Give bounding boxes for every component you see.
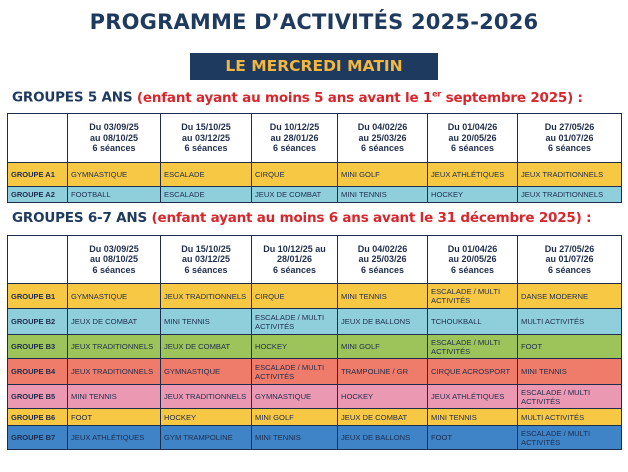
activity-cell: MINI TENNIS bbox=[252, 426, 338, 450]
period-line: 6 séances bbox=[92, 143, 136, 154]
group-label: GROUPE B6 bbox=[8, 409, 68, 426]
period-header bbox=[428, 114, 518, 163]
group-label: GROUPE B3 bbox=[8, 335, 68, 359]
table-row bbox=[8, 284, 622, 309]
period-line: au 20/05/26 bbox=[448, 132, 497, 143]
activity-cell: HOCKEY bbox=[161, 409, 252, 426]
period-line: au 03/12/25 bbox=[181, 254, 231, 265]
period-line: au 20/05/26 bbox=[448, 254, 497, 265]
group-label: GROUPE B7 bbox=[8, 426, 68, 450]
activity-cell: GYM TRAMPOLINE bbox=[161, 426, 252, 450]
activity-cell: HOCKEY bbox=[252, 335, 338, 359]
activity-cell: FOOTBALL bbox=[68, 187, 161, 203]
activity-cell: ESCALADE / MULTI ACTIVITÉS bbox=[518, 385, 622, 409]
activity-cell: JEUX DE COMBAT bbox=[338, 409, 428, 426]
period-header bbox=[518, 236, 622, 284]
activity-cell: ESCALADE bbox=[161, 163, 252, 187]
period-line: au 08/10/25 bbox=[89, 254, 139, 265]
period-line: Du 10/12/25 au bbox=[263, 243, 326, 254]
activity-cell: MINI TENNIS bbox=[428, 409, 518, 426]
activity-cell: JEUX ATHLÉTIQUES bbox=[428, 163, 518, 187]
activity-cell: JEUX ATHLÉTIQUES bbox=[68, 426, 161, 450]
period-line: 6 séances bbox=[450, 143, 495, 154]
table-row bbox=[8, 359, 622, 385]
group-label: GROUPE A1 bbox=[8, 163, 68, 187]
period-line: 6 séances bbox=[272, 264, 317, 275]
period-header bbox=[161, 114, 252, 163]
activity-cell: GYMNASTIQUE bbox=[68, 284, 161, 309]
period-line: au 25/03/26 bbox=[358, 132, 407, 143]
activity-cell: JEUX DE COMBAT bbox=[252, 187, 338, 203]
table-row bbox=[8, 309, 622, 335]
activity-cell: JEUX TRADITIONNELS bbox=[68, 359, 161, 385]
activity-cell: JEUX DE COMBAT bbox=[161, 335, 252, 359]
section-5-ans-label: GROUPES 5 ANS bbox=[12, 89, 133, 106]
period-line: 6 séances bbox=[184, 264, 228, 275]
period-line: au 03/12/25 bbox=[181, 132, 231, 143]
period-line: Du 10/12/25 bbox=[269, 122, 320, 133]
activity-cell: CIRQUE ACROSPORT bbox=[428, 359, 518, 385]
activity-cell: MULTI ACTIVITÉS bbox=[518, 409, 622, 426]
period-header bbox=[68, 236, 161, 284]
section-6-7-ans-heading bbox=[12, 210, 591, 226]
activity-cell: JEUX TRADITIONNELS bbox=[518, 163, 622, 187]
period-line: 6 séances bbox=[547, 264, 592, 275]
period-line: 6 séances bbox=[272, 143, 317, 154]
period-header bbox=[68, 114, 161, 163]
activity-cell: ESCALADE / MULTI ACTIVITÉS bbox=[252, 309, 338, 335]
period-header bbox=[338, 114, 428, 163]
table-row bbox=[8, 385, 622, 409]
period-line: 6 séances bbox=[184, 143, 228, 154]
activity-cell: FOOT bbox=[518, 335, 622, 359]
period-line: 6 séances bbox=[360, 264, 405, 275]
period-line: Du 01/04/26 bbox=[447, 122, 498, 133]
group-label: GROUPE B5 bbox=[8, 385, 68, 409]
group-label: GROUPE B2 bbox=[8, 309, 68, 335]
activity-cell: TCHOUKBALL bbox=[428, 309, 518, 335]
group-label: GROUPE A2 bbox=[8, 187, 68, 203]
activity-cell: ESCALADE / MULTI ACTIVITÉS bbox=[428, 284, 518, 309]
period-line: au 01/07/26 bbox=[545, 254, 594, 265]
condition-text-end: septembre 2025) : bbox=[441, 89, 583, 106]
period-line: Du 15/10/25 bbox=[181, 243, 231, 254]
period-line: au 01/07/26 bbox=[545, 132, 594, 143]
activity-cell: JEUX TRADITIONNELS bbox=[161, 385, 252, 409]
activity-cell: ESCALADE / MULTI ACTIVITÉS bbox=[428, 335, 518, 359]
activity-cell: JEUX TRADITIONNELS bbox=[161, 284, 252, 309]
activity-cell: JEUX TRADITIONNELS bbox=[68, 335, 161, 359]
subtitle-banner: LE MERCREDI MATIN bbox=[190, 53, 438, 80]
table-row bbox=[8, 426, 622, 450]
activity-cell: MINI GOLF bbox=[338, 163, 428, 187]
section-6-7-ans-condition: (enfant ayant au moins 6 ans avant le 31 décembre 2025) : bbox=[151, 210, 592, 226]
table-row bbox=[8, 187, 622, 203]
activity-cell: GYMNASTIQUE bbox=[252, 385, 338, 409]
section-5-ans-heading bbox=[12, 89, 583, 106]
section-5-ans-condition bbox=[137, 90, 583, 106]
period-line: Du 03/09/25 bbox=[89, 122, 139, 133]
period-line: Du 01/04/26 bbox=[447, 243, 498, 254]
activity-cell: MINI GOLF bbox=[252, 409, 338, 426]
activity-cell: GYMNASTIQUE bbox=[68, 163, 161, 187]
period-header bbox=[338, 236, 428, 284]
activity-cell: MINI TENNIS bbox=[68, 385, 161, 409]
activity-cell: TRAMPOLINE / GR bbox=[338, 359, 428, 385]
activity-cell: ESCALADE / MULTI ACTIVITÉS bbox=[518, 426, 622, 450]
activity-cell: JEUX DE BALLONS bbox=[338, 426, 428, 450]
header-corner-cell bbox=[8, 114, 68, 163]
table-groupes-5-ans bbox=[7, 113, 622, 203]
page-title: PROGRAMME D’ACTIVITÉS 2025-2026 bbox=[89, 10, 539, 34]
period-header bbox=[161, 236, 252, 284]
table-groupes-6-7-ans bbox=[7, 235, 622, 450]
period-line: 28/01/26 bbox=[276, 254, 313, 265]
activity-cell: GYMNASTIQUE bbox=[161, 359, 252, 385]
period-line: 6 séances bbox=[450, 264, 495, 275]
period-line: 6 séances bbox=[360, 143, 405, 154]
period-line: au 25/03/26 bbox=[358, 254, 407, 265]
activity-cell: MINI TENNIS bbox=[338, 187, 428, 203]
activity-cell: CIRQUE bbox=[252, 284, 338, 309]
activity-cell: MINI TENNIS bbox=[338, 284, 428, 309]
period-line: Du 15/10/25 bbox=[181, 122, 231, 133]
period-line: 6 séances bbox=[92, 264, 136, 275]
activity-cell: DANSE MODERNE bbox=[518, 284, 622, 309]
table-row bbox=[8, 409, 622, 426]
table-row bbox=[8, 163, 622, 187]
activity-cell: MULTI ACTIVITÉS bbox=[518, 309, 622, 335]
activity-cell: HOCKEY bbox=[428, 187, 518, 203]
condition-text: (enfant ayant au moins 5 ans avant le 1 bbox=[136, 89, 433, 106]
period-header bbox=[428, 236, 518, 284]
period-line: Du 27/05/26 bbox=[544, 122, 595, 133]
table-header-row bbox=[8, 236, 622, 284]
activity-cell: ESCALADE bbox=[161, 187, 252, 203]
period-line: Du 27/05/26 bbox=[544, 243, 595, 254]
header-corner-cell bbox=[8, 236, 68, 284]
activity-cell: CIRQUE bbox=[252, 163, 338, 187]
activity-cell: MINI TENNIS bbox=[161, 309, 252, 335]
activity-cell: MINI TENNIS bbox=[518, 359, 622, 385]
activity-cell: ESCALADE / MULTI ACTIVITÉS bbox=[252, 359, 338, 385]
section-6-7-ans-label: GROUPES 6-7 ANS bbox=[12, 210, 148, 226]
period-header bbox=[252, 114, 338, 163]
activity-cell: HOCKEY bbox=[338, 385, 428, 409]
activity-cell: JEUX DE BALLONS bbox=[338, 309, 428, 335]
activity-cell: FOOT bbox=[428, 426, 518, 450]
activity-cell: FOOT bbox=[68, 409, 161, 426]
period-line: Du 04/02/26 bbox=[357, 122, 408, 133]
period-line: Du 04/02/26 bbox=[357, 243, 408, 254]
table-header-row bbox=[8, 114, 622, 163]
period-header bbox=[252, 236, 338, 284]
period-line: au 08/10/25 bbox=[89, 132, 139, 143]
period-line: au 28/01/26 bbox=[270, 132, 319, 143]
period-line: Du 03/09/25 bbox=[89, 243, 139, 254]
table-row bbox=[8, 335, 622, 359]
activity-cell: JEUX ATHLÉTIQUES bbox=[428, 385, 518, 409]
condition-superscript: er bbox=[432, 89, 442, 98]
group-label: GROUPE B1 bbox=[8, 284, 68, 309]
group-label: GROUPE B4 bbox=[8, 359, 68, 385]
period-line: 6 séances bbox=[547, 143, 592, 154]
activity-cell: MINI GOLF bbox=[338, 335, 428, 359]
activity-cell: JEUX TRADITIONNELS bbox=[518, 187, 622, 203]
period-header bbox=[518, 114, 622, 163]
activity-cell: JEUX DE COMBAT bbox=[68, 309, 161, 335]
